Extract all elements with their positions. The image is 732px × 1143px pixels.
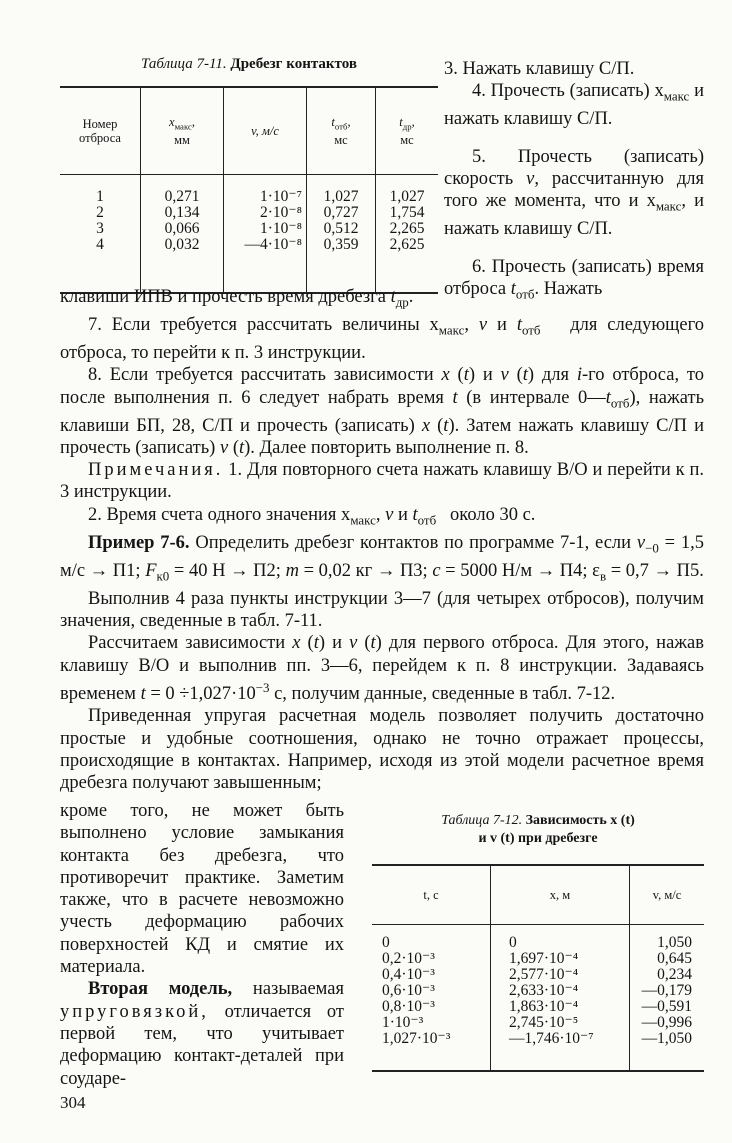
col-header-number: Номер отброса [60,87,141,175]
table-header-row [372,865,704,925]
table-7-12 [372,864,704,1072]
body-text [60,286,704,795]
col-header-t: t, с [372,865,491,925]
note-2: 2. Время счета одного значения $x_{макс}$, v и $t_{отб}$ около 30 с. [88,504,536,528]
col-t-dr-values: 1,027 1,754 2,265 2,625 [376,175,439,294]
col-header-t-otb: $t_{отб}$, мс [307,87,376,175]
execution-paragraph: Выполнив 4 раза пункты инструкции 3—7 (для четырех отбросов), получим значения, сведенные в табл. 7-11. [60,588,704,631]
note-1: 1. Для повторного счета нажать клавишу В/О и перейти к п. 3 инструкции. [60,460,704,503]
notes-label: Примечания. [88,460,224,481]
instruction-step-8: 8. Если требуется рассчитать зависимости x (t) и v (t) для i-го отброса, то после выполнения п. 6 следует набрать время t (в интервале $0—t_{отб}$), нажать клавиши БП, 28, С/П и прочесть (записать) x (t). Затем нажать клавишу С/П и прочесть (записать) v (t). Далее повторить выполнение п. 8. [60,365,705,458]
col-xmax-values: 0,271 0,134 0,066 0,032 [141,175,224,294]
second-model-label: Вторая модель, [88,979,233,1000]
example-text: Определить дребезг контактов по программе 7-1, если $v_{-0} = 1,5$ м/с → П1; $F_{к0} = 40$ Н → П2; m = 0,02 кг → П3; c = 5000 Н/м → П4; $\varepsilon_в = 0,7 \to П5$. [60,532,704,584]
col-header-v: v, м/с [224,87,307,175]
left-column-text [60,800,344,1090]
col-t-otb-values: 1,027 0,727 0,512 0,359 [307,175,376,294]
table-7-12-caption [372,812,704,848]
col-x-values: 0 1,697·10⁻⁴ 2,577·10⁻⁴ 2,633·10⁻⁴ 1,863·10⁻⁴ 2,745·10⁻⁵ —1,746·10⁻⁷ [491,925,630,1072]
col-v-values: 1·10⁻⁷ 2·10⁻⁸ 1·10⁻⁸ —4·10⁻⁸ [224,175,307,294]
instruction-step-6-continued: клавиши ИПВ и прочесть время дребезга $t_{др}$. [60,287,414,310]
model-paragraph: Приведенная упругая расчетная модель позволяет получить достаточно простые и удобные соотношения, однако не точно отражает процессы, происходящие в контактах. Например, исходя из этой модели расчетное время дребезга получают завышенным; [60,706,704,794]
col-v-values: 1,050 0,645 0,234 —0,179 —0,591 —0,996 —1,050 [630,925,705,1072]
table-7-11 [60,86,438,294]
page-number: 304 [60,1093,86,1112]
col-header-x: x, м [491,865,630,925]
table-body-row [60,175,438,294]
instruction-step-4: 4. Прочесть (записать) $x_{макс}$ и нажать клавишу С/П. [444,81,704,129]
calculation-paragraph: Рассчитаем зависимости x (t) и v (t) для первого отброса. Для этого, нажав клавишу В/О и выполнив пп. 3—6, перейдем к п. 8 инструкции. Задаваясь временем $t = 0 \div 1,027\cdot 10^{-3}$ с, получим данные, сведенные в табл. 7-12. [60,633,705,705]
col-number-values: 1 2 3 4 [60,175,141,294]
instruction-step-3: 3. Нажать клавишу С/П. [444,59,635,79]
table-7-12-label: Таблица 7-12. [441,813,523,828]
instruction-step-6: 6. Прочесть (записать) время отброса $t_{отб}$. Нажать [444,257,704,302]
second-model-paragraph: Вторая модель, называемая упруговязкой, отличается от первой тем, что учитывает деформацию контакт-деталей при соударе- [60,979,344,1089]
col-t-values: 0 0,2·10⁻³ 0,4·10⁻³ 0,6·10⁻³ 0,8·10⁻³ 1·10⁻³ 1,027·10⁻³ [372,925,491,1072]
col-header-xmax: $x_{макс}$, мм [141,87,224,175]
left-column-paragraph-1: кроме того, не может быть выполнено условие замыкания контакта без дребезга, что противоречит практике. Заметим также, что в расчете невозможно учесть деформацию рабочих поверхностей КД и смятие их материала. [60,801,344,978]
table-header-row [60,87,438,175]
example-paragraph [60,532,704,588]
instruction-step-7: 7. Если требуется рассчитать величины $x_{макс}$, v и $t_{отб}$ для следующего отброса, то перейти к п. 3 инструкции. [60,314,704,363]
col-header-t-dr: $t_{др}$, мс [376,87,439,175]
notes-paragraph [60,459,704,504]
table-7-11-label: Таблица 7-11. [141,56,227,72]
table-7-12-title-2: и v (t) при дребезге [478,831,598,846]
table-7-11-title: Дребезг контактов [230,56,357,72]
table-body-row [372,925,704,1072]
table-7-11-caption [60,56,438,73]
second-model-term: упруговязкой, [60,1001,209,1022]
instruction-step-5: 5. Прочесть (записать) скорость v, рассчитанную для того же момента, что и $x_{макс}$, и нажать клавишу С/П. [444,147,704,239]
table-7-12-title-1: Зависимость x (t) [525,813,635,828]
col-header-v: v, м/с [630,865,705,925]
example-label: Пример 7-6. [88,532,190,553]
